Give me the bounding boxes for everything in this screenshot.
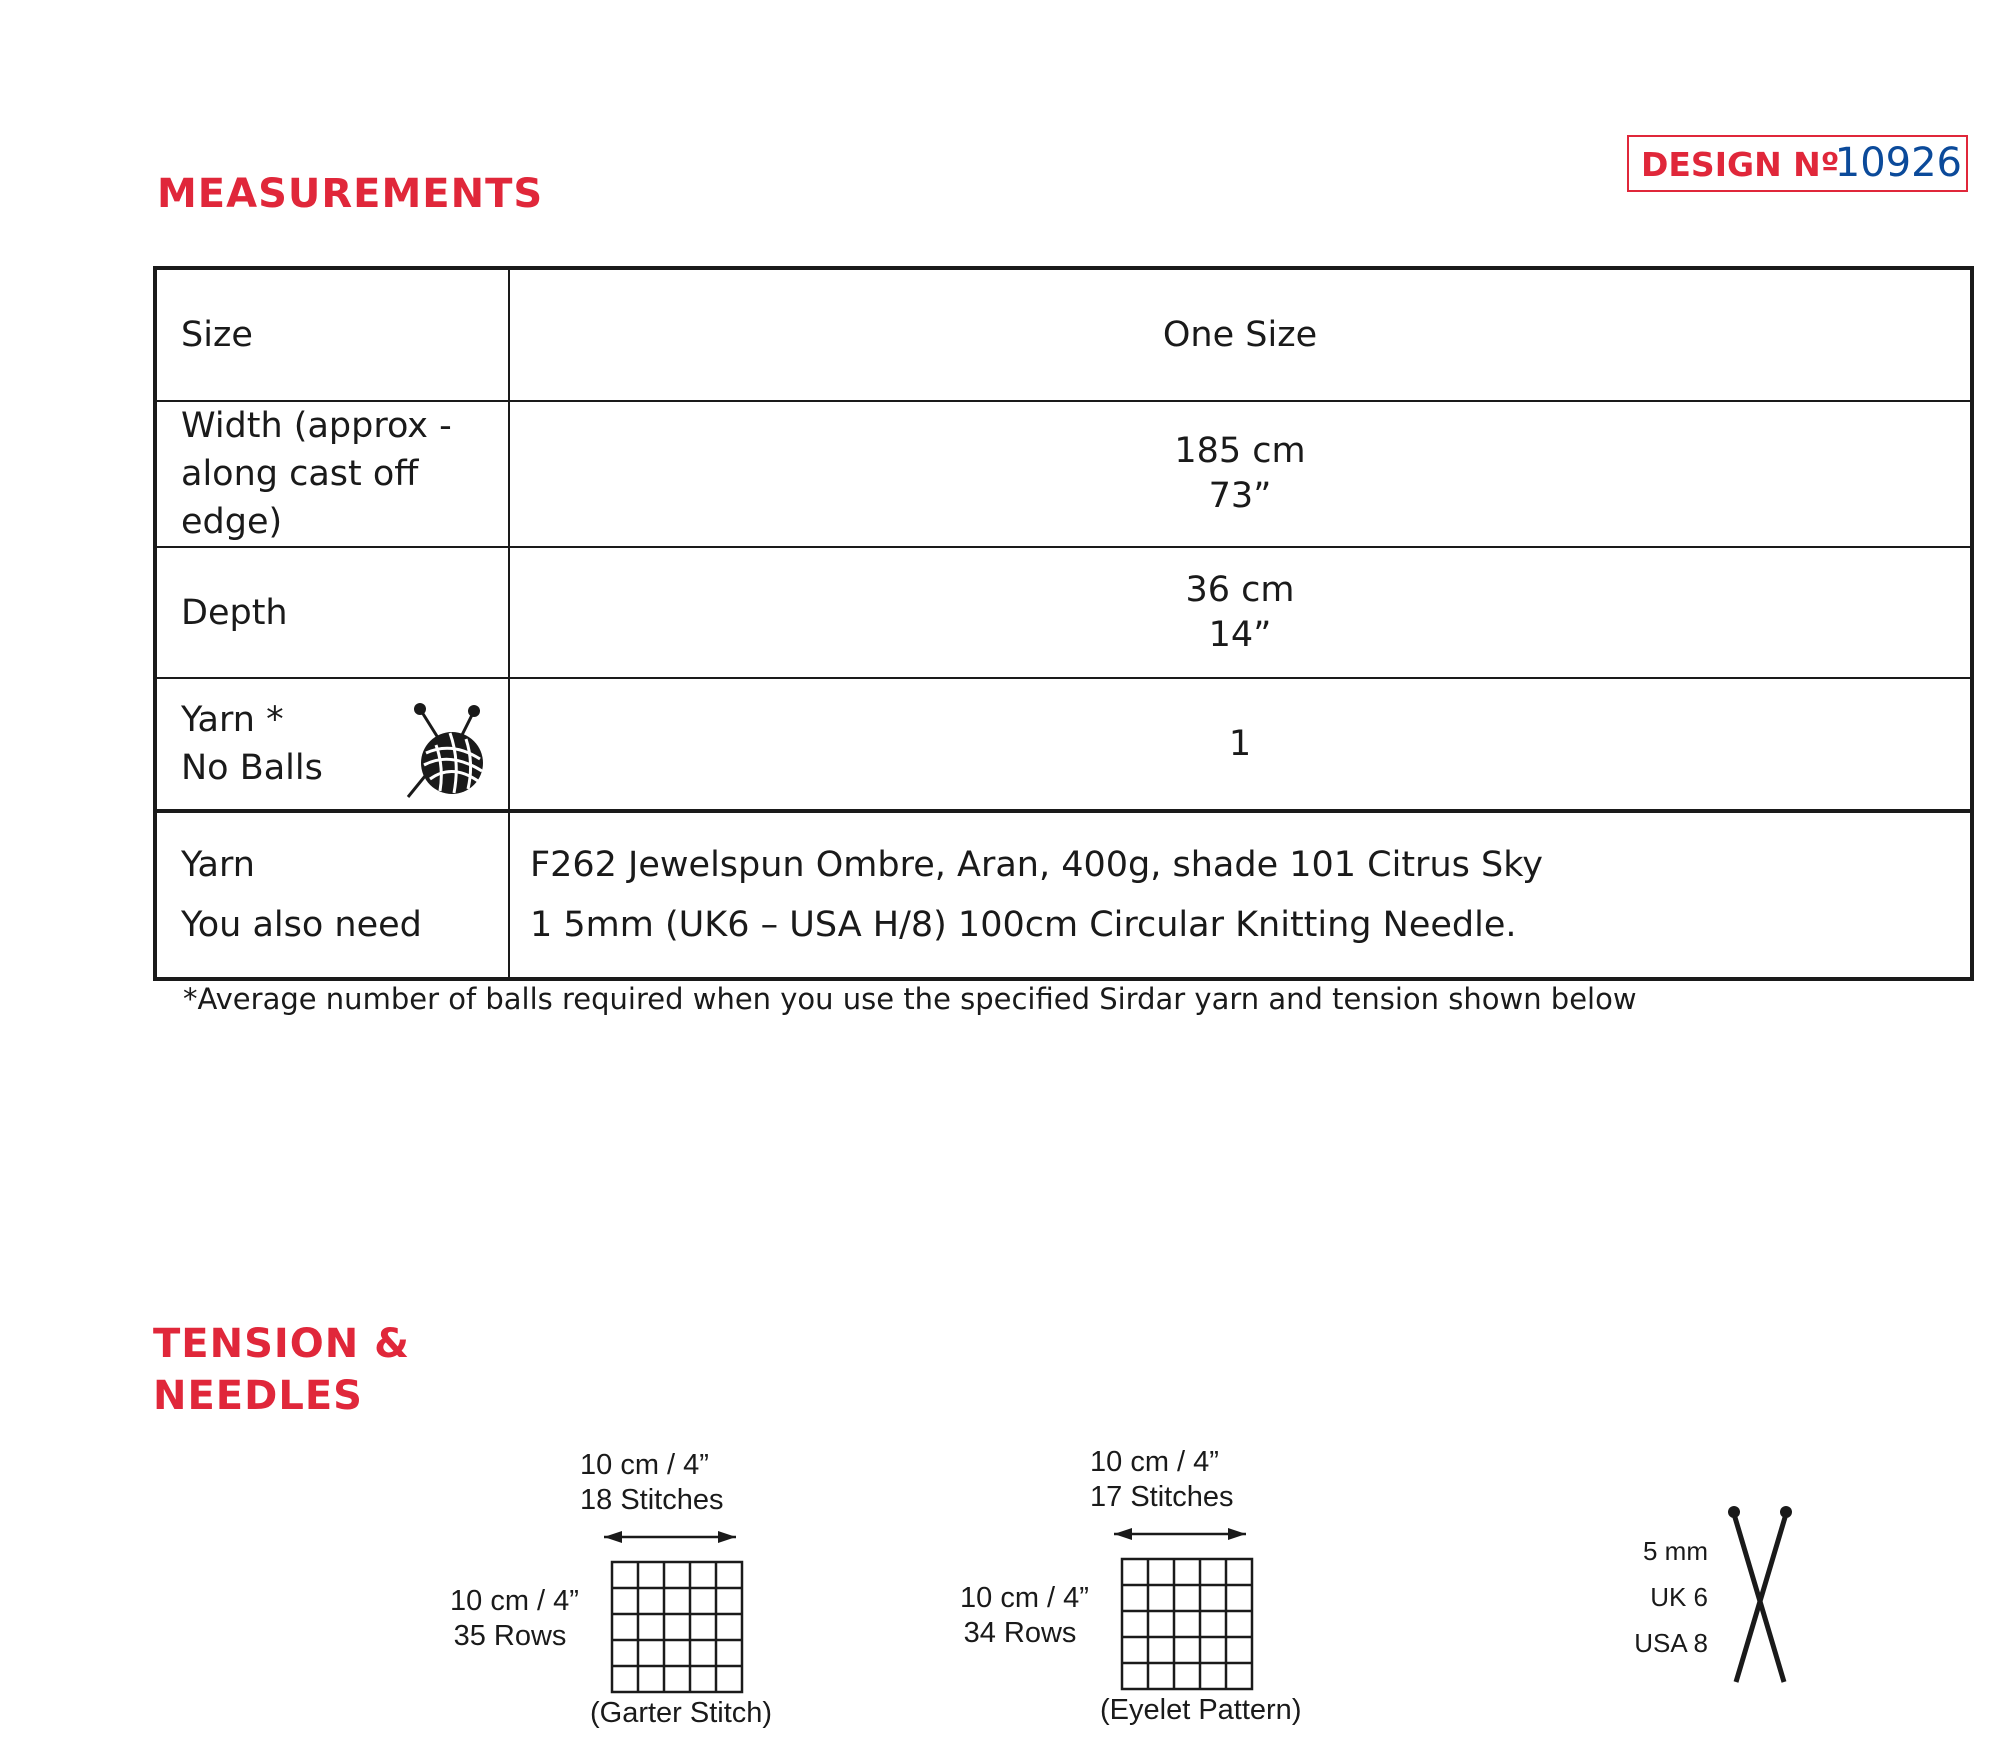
table-row <box>155 401 1972 547</box>
yarn-label-line2: No Balls <box>181 748 323 788</box>
crossed-needles-icon <box>1720 1500 1800 1690</box>
swatch-height-label: 10 cm / 4” <box>450 1585 579 1617</box>
width-label-line2: along cast off edge) <box>181 454 419 542</box>
yarn-balls-value: 1 <box>509 678 1972 811</box>
tension-needles-heading <box>153 1318 410 1422</box>
needle-size-metric: 5 mm <box>1643 1536 1708 1566</box>
tension-grid-icon <box>1110 1525 1310 1695</box>
swatch-rows: 35 Rows <box>453 1620 567 1652</box>
yarn-row-label: Yarn <box>181 845 255 885</box>
swatch-stitch-name: (Garter Stitch) <box>590 1697 773 1729</box>
width-label <box>155 401 509 547</box>
depth-value <box>509 547 1972 678</box>
yarn-ball-needles-icon <box>404 701 486 801</box>
design-label: DESIGN Nº <box>1641 145 1840 184</box>
depth-value-in: 14” <box>1208 614 1272 655</box>
needle-sizes <box>1600 1528 1708 1666</box>
tension-heading-line2: NEEDLES <box>153 1373 363 1419</box>
width-value-cm: 185 cm <box>1174 431 1306 471</box>
design-number-box <box>1627 135 1968 192</box>
measurements-heading: MEASUREMENTS <box>157 171 544 217</box>
tension-swatch-eyelet <box>930 1437 1330 1747</box>
design-number: 10926 <box>1834 140 1962 186</box>
yarn-needs-label <box>155 811 509 979</box>
table-row <box>155 811 1972 979</box>
width-value <box>509 401 1972 547</box>
swatch-height-label: 10 cm / 4” <box>960 1582 1089 1614</box>
needle-description: 1 5mm (UK6 – USA H/8) 100cm Circular Knitting Needle. <box>530 905 1517 945</box>
needle-size-uk: UK 6 <box>1650 1582 1708 1612</box>
swatch-rows: 34 Rows <box>963 1617 1077 1649</box>
table-row <box>155 547 1972 678</box>
swatch-stitch-name: (Eyelet Pattern) <box>1100 1694 1302 1726</box>
table-row <box>155 678 1972 811</box>
swatch-stitches: 17 Stitches <box>1090 1481 1234 1513</box>
tension-swatch-garter <box>420 1440 820 1750</box>
needle-size-usa: USA 8 <box>1634 1628 1708 1658</box>
swatch-stitches: 18 Stitches <box>580 1484 724 1516</box>
measurements-table <box>153 266 1974 981</box>
yarn-balls-label <box>155 678 509 811</box>
swatch-width-label: 10 cm / 4” <box>580 1449 709 1481</box>
footnote: *Average number of balls required when you use the specified Sirdar yarn and tension shown below <box>183 982 1637 1016</box>
width-label-line1: Width (approx - <box>181 406 452 446</box>
size-value: One Size <box>509 268 1972 401</box>
size-label: Size <box>155 268 509 401</box>
tension-grid-icon <box>600 1528 800 1698</box>
yarn-description: F262 Jewelspun Ombre, Aran, 400g, shade 101 Citrus Sky <box>530 845 1543 885</box>
swatch-width-label: 10 cm / 4” <box>1090 1446 1219 1478</box>
width-value-in: 73” <box>1208 476 1272 516</box>
depth-value-cm: 36 cm <box>1185 569 1295 610</box>
table-row <box>155 268 1972 401</box>
depth-label: Depth <box>155 547 509 678</box>
tension-heading-line1: TENSION & <box>153 1321 411 1367</box>
yarn-needs-value <box>509 811 1972 979</box>
yarn-label-line1: Yarn * <box>181 700 284 740</box>
you-also-need-label: You also need <box>181 905 422 945</box>
